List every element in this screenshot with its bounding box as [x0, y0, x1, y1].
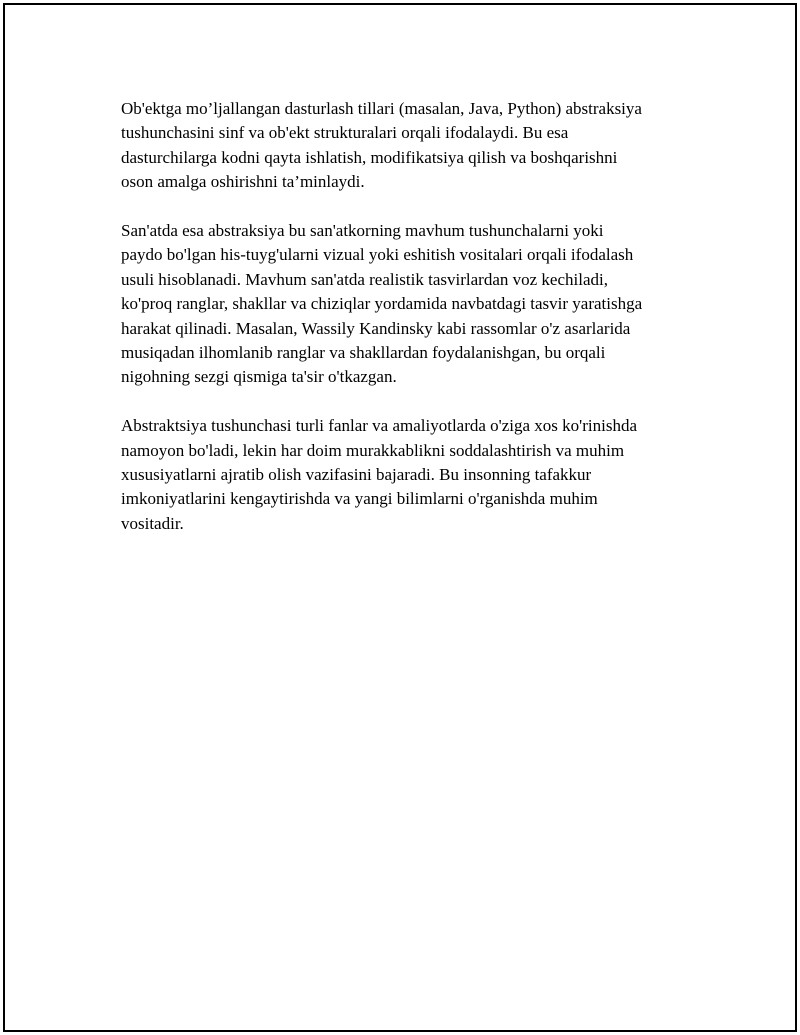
text-line: xususiyatlarni ajratib olish vazifasini bajaradi. Bu insonning tafakkur	[121, 465, 592, 485]
document-body	[121, 97, 691, 561]
text-line: paydo bo'lgan his-tuyg'ularni vizual yoki eshitish vositalari orqali ifodalash	[121, 245, 634, 265]
paragraph	[121, 414, 691, 536]
text-line: oson amalga oshirishni ta’minlaydi.	[121, 172, 365, 192]
text-line: usuli hisoblanadi. Mavhum san'atda realistik tasvirlardan voz kechiladi,	[121, 269, 608, 289]
text-line: tushunchasini sinf va ob'ekt strukturalari orqali ifodalaydi. Bu esa	[121, 123, 569, 143]
text-line: Ob'ektga mo’ljallangan dasturlash tillari (masalan, Java, Python) abstraksiya	[121, 99, 642, 118]
text-line: Abstraktsiya tushunchasi turli fanlar va amaliyotlarda o'ziga xos ko'rinishda	[121, 416, 637, 436]
paragraph	[121, 219, 691, 390]
paragraph	[121, 97, 691, 195]
text-line: nigohning sezgi qismiga ta'sir o'tkazgan.	[121, 367, 397, 387]
text-line: dasturchilarga kodni qayta ishlatish, modifikatsiya qilish va boshqarishni	[121, 147, 618, 167]
document-page	[3, 3, 797, 1032]
text-line: namoyon bo'ladi, lekin har doim murakkablikni soddalashtirish va muhim	[121, 440, 625, 460]
text-line: San'atda esa abstraksiya bu san'atkorning mavhum tushunchalarni yoki	[121, 221, 604, 241]
text-line: harakat qilinadi. Masalan, Wassily Kandinsky kabi rassomlar o'z asarlarida	[121, 318, 631, 338]
text-line: ko'proq ranglar, shakllar va chiziqlar yordamida navbatdagi tasvir yaratishga	[121, 294, 643, 314]
text-line: vositadir.	[121, 513, 184, 533]
text-line: imkoniyatlarini kengaytirishda va yangi bilimlarni o'rganishda muhim	[121, 489, 598, 509]
text-line: musiqadan ilhomlanib ranglar va shakllardan foydalanishgan, bu orqali	[121, 343, 606, 363]
